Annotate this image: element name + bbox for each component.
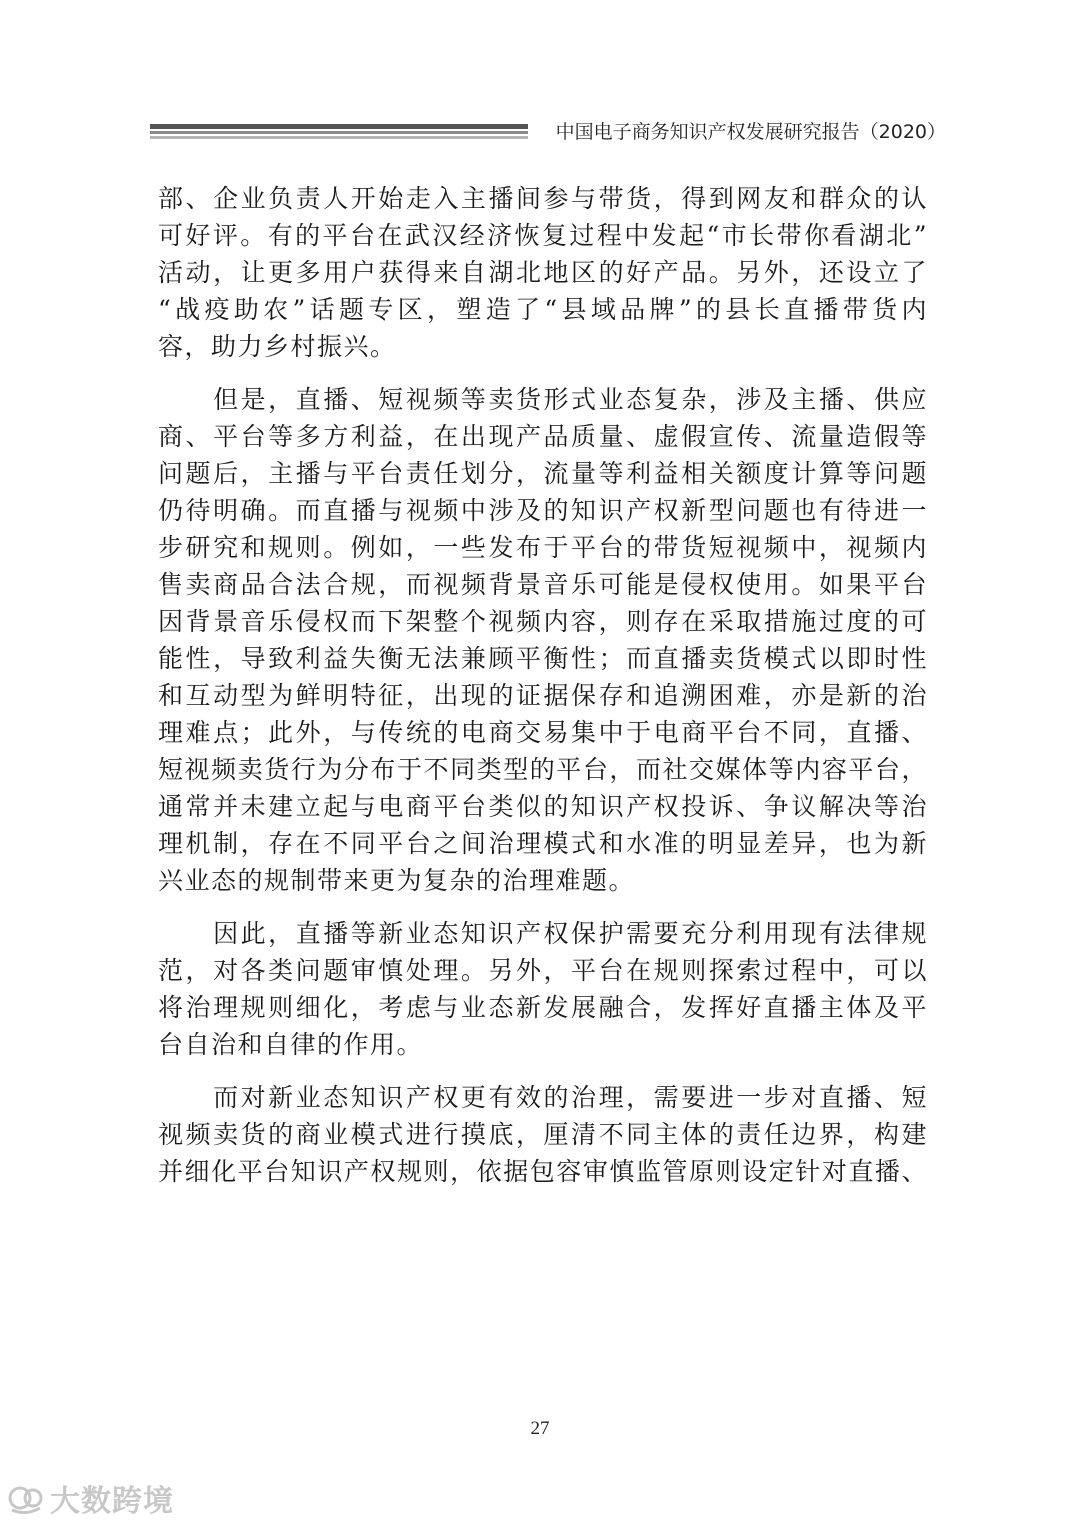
text-line: 步研究和规则。例如，一些发布于平台的带货短视频中，视频内 [158, 533, 928, 562]
text-line: 容，助力乡村振兴。 [158, 332, 397, 361]
text-line: 但是，直播、短视频等卖货形式业态复杂，涉及主播、供应 [158, 385, 928, 414]
text-line: 和互动型为鲜明特征，出现的证据保存和追溯困难，亦是新的治 [158, 681, 928, 710]
header-bar-light [150, 136, 528, 139]
text-line: 视频卖货的商业模式进行摸底，厘清不同主体的责任边界，构建 [158, 1120, 928, 1149]
text-line: 能性，导致利益失衡无法兼顾平衡性；而直播卖货模式以即时性 [158, 644, 928, 673]
text-line: 将治理规则细化，考虑与业态新发展融合，发挥好直播主体及平 [158, 993, 928, 1022]
text-line: 并细化平台知识产权规则，依据包容审慎监管原则设定针对直播、 [158, 1157, 928, 1186]
page-number: 27 [530, 1418, 550, 1439]
paragraph-1 [158, 180, 928, 365]
dashuju-logo-icon [6, 1480, 46, 1516]
watermark [6, 1478, 174, 1518]
text-line: 台自治和自律的作用。 [158, 1030, 424, 1059]
text-line: 短视频卖货行为分布于不同类型的平台，而社交媒体等内容平台， [158, 755, 928, 784]
header-bar-dark [150, 124, 528, 129]
text-line: 因背景音乐侵权而下架整个视频内容，则存在采取措施过度的可 [158, 607, 928, 636]
running-header-title: 中国电子商务知识产权发展研究报告（2020） [555, 121, 946, 143]
text-line: 部、企业负责人开始走入主播间参与带货，得到网友和群众的认 [158, 184, 928, 213]
text-line: 活动，让更多用户获得来自湖北地区的好产品。另外，还设立了 [158, 258, 928, 287]
paragraph-3 [158, 915, 928, 1063]
text-line: 通常并未建立起与电商平台类似的知识产权投诉、争议解决等治 [158, 792, 928, 821]
text-line: 商、平台等多方利益，在出现产品质量、虚假宣传、流量造假等 [158, 422, 928, 451]
text-line: 问题后，主播与平台责任划分，流量等利益相关额度计算等问题 [158, 459, 928, 488]
text-line: 而对新业态知识产权更有效的治理，需要进一步对直播、短 [158, 1083, 928, 1112]
text-line: 可好评。有的平台在武汉经济恢复过程中发起“市长带你看湖北” [158, 221, 928, 250]
watermark-text: 大数跨境 [50, 1484, 174, 1519]
text-line: 售卖商品合法合规，而视频背景音乐可能是侵权使用。如果平台 [158, 570, 928, 599]
header-decorative-bars [150, 124, 528, 140]
body-text [158, 180, 928, 1190]
text-line: 范，对各类问题审慎处理。另外，平台在规则探索过程中，可以 [158, 956, 928, 985]
text-line: 仍待明确。而直播与视频中涉及的知识产权新型问题也有待进一 [158, 496, 928, 525]
text-line: 因此，直播等新业态知识产权保护需要充分利用现有法律规 [158, 919, 928, 948]
text-line: 理难点；此外，与传统的电商交易集中于电商平台不同，直播、 [158, 718, 928, 747]
text-line: “战疫助农”话题专区，塑造了“县域品牌”的县长直播带货内 [158, 295, 928, 324]
text-line: 理机制，存在不同平台之间治理模式和水准的明显差异，也为新 [158, 829, 928, 858]
paragraph-4 [158, 1079, 928, 1190]
header-bar-mid [150, 131, 528, 134]
paragraph-2 [158, 381, 928, 899]
text-line: 兴业态的规制带来更为复杂的治理难题。 [158, 866, 636, 895]
